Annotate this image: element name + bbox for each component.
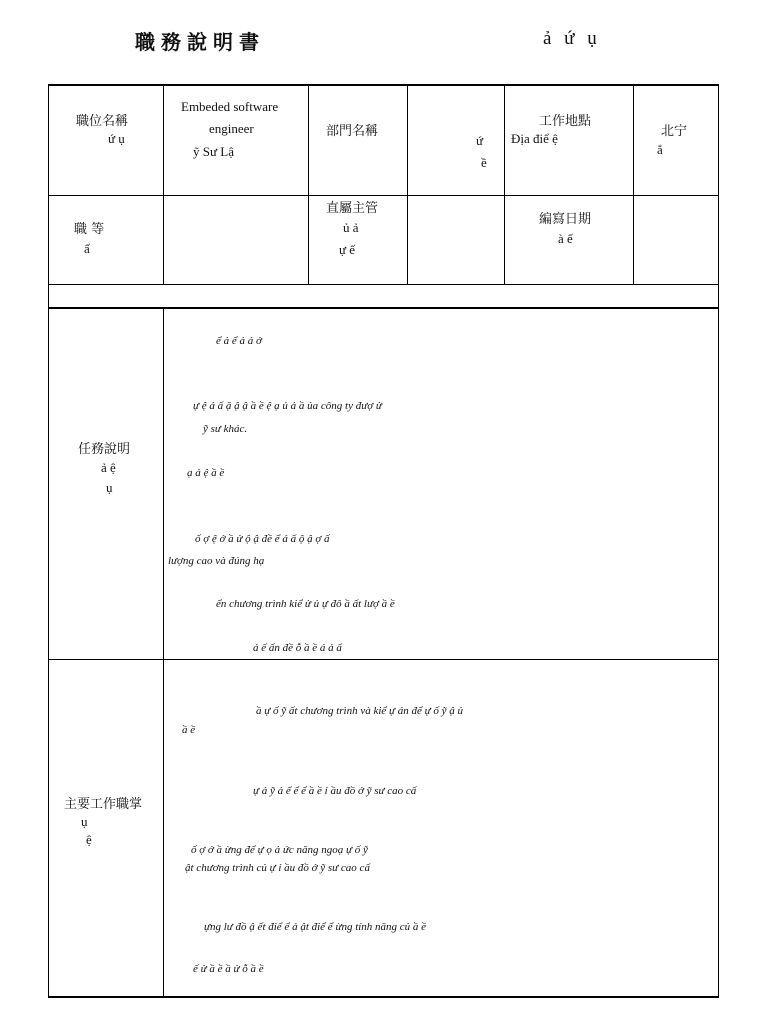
supervisor-label: 直屬主管 bbox=[326, 201, 379, 216]
main-duties-label-vi-1: ụ bbox=[81, 814, 88, 829]
department-label: 部門名稱 bbox=[326, 124, 379, 139]
col-divider-2 bbox=[308, 84, 309, 284]
table-border-bottom bbox=[48, 996, 719, 998]
table-border-top bbox=[48, 84, 719, 86]
task-line: lượng cao và đúng hạ bbox=[168, 555, 265, 567]
table-border-left bbox=[48, 84, 49, 997]
page-title: 職務說明書 bbox=[135, 30, 265, 54]
grade-label: 職 等 bbox=[74, 222, 105, 237]
duty-line: ự ả ỹ ả ể ể ể ầ ề ỉ ầu đồ ớ ỹ sư cao cấ bbox=[253, 785, 417, 797]
task-line: ự ệ á ấ ặ ậ ậ ầ ề ệ ạ ủ ả ầ ủa công ty đượ ử bbox=[193, 400, 382, 412]
page-subtitle: ả ứ ụ bbox=[543, 28, 601, 49]
duty-line: ế ử ầ ề ầ ử ỗ ầ ề bbox=[193, 963, 264, 975]
task-line: ạ ả ệ ầ ề bbox=[187, 467, 225, 479]
duty-line: ố ợ ớ ầ ừng để ự ọ ả ức năng ngoạ ự ố ỹ bbox=[191, 844, 368, 856]
grade-label-vi: ấ bbox=[84, 241, 90, 256]
department-value-1: ứ bbox=[476, 133, 484, 148]
position-name-label-vi: ứ ụ bbox=[108, 131, 125, 146]
tasks-label-vi-2: ụ bbox=[106, 480, 113, 495]
task-line: ố ợ ệ ớ ầ ử ộ ậ đề ể á ấ ộ ậ ợ ấ bbox=[195, 533, 330, 545]
position-value-en-2: engineer bbox=[209, 121, 254, 136]
work-location-label-vi: Địa điể ệ bbox=[511, 131, 558, 146]
work-location-value: 北宁 bbox=[661, 124, 688, 139]
duty-line: ầ ự ố ỹ ất chương trình và kiể ự án để ự ố ỹ ậ ủ bbox=[256, 705, 464, 717]
written-date-label: 編寫日期 bbox=[539, 212, 592, 227]
main-duties-label-vi-2: ệ bbox=[86, 832, 92, 847]
task-line: ỹ sư khác. bbox=[203, 423, 248, 435]
duty-line: ật chương trình củ ự ỉ ầu đồ ớ ỹ sư cao cấ bbox=[185, 862, 370, 874]
col-divider-lower bbox=[163, 307, 164, 997]
row-divider-4 bbox=[48, 659, 719, 660]
position-name-label: 職位名稱 bbox=[76, 114, 129, 129]
supervisor-label-vi-1: ủ ả bbox=[343, 220, 359, 235]
row-divider-2 bbox=[48, 284, 719, 285]
tasks-label-vi-1: ả ệ bbox=[101, 460, 116, 475]
col-divider-5 bbox=[633, 84, 634, 284]
task-line: ả ế ấn đề ỗ ầ ề á ả ấ bbox=[253, 642, 342, 654]
department-value-2: ề bbox=[481, 155, 487, 170]
col-divider-4 bbox=[504, 84, 505, 284]
col-divider-3 bbox=[407, 84, 408, 284]
row-divider-3 bbox=[48, 307, 719, 309]
col-divider-1 bbox=[163, 84, 164, 284]
supervisor-label-vi-2: ự ế bbox=[339, 242, 356, 257]
duty-line: ầ ề bbox=[182, 724, 196, 736]
position-value-vi: ỹ Sư Lậ bbox=[193, 144, 234, 159]
task-line: ể ả ể ả ả ớ bbox=[216, 335, 262, 347]
work-location-label: 工作地點 bbox=[539, 114, 592, 129]
written-date-label-vi: à ế bbox=[558, 231, 573, 246]
duty-line: ựng lư đồ ậ ết điể ể ả ật điể ể ừng tính năng củ ầ ề bbox=[204, 921, 427, 933]
table-border-right bbox=[718, 84, 719, 997]
main-duties-label: 主要工作職掌 bbox=[64, 797, 143, 812]
tasks-label: 任務說明 bbox=[78, 442, 131, 457]
task-line: ển chương trình kiể ử ủ ự đô ầ ất lượ ầ ề bbox=[216, 598, 395, 610]
work-location-value-vi: ắ bbox=[657, 142, 663, 157]
position-value-en-1: Embeded software bbox=[181, 99, 279, 114]
row-divider-1 bbox=[48, 195, 719, 196]
